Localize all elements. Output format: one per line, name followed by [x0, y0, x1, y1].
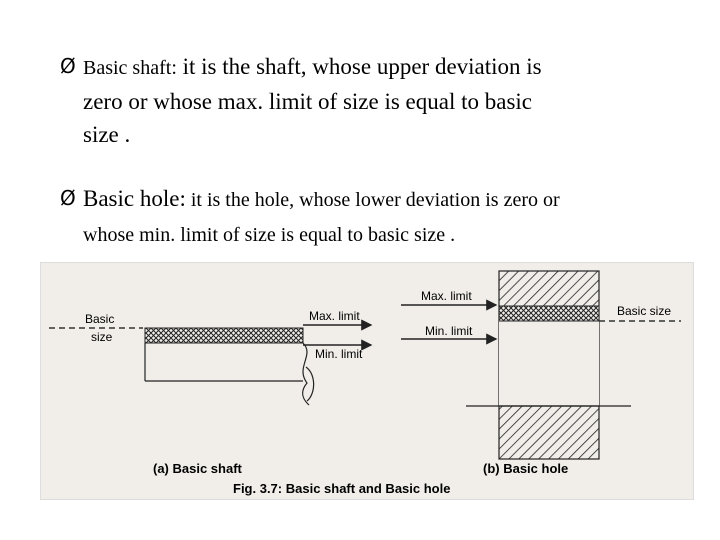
shaft-basic-label: Basic: [85, 312, 115, 326]
hole-min-limit-label: Min. limit: [425, 324, 473, 338]
definition-line-1: it is the hole, whose lower deviation is zero or: [185, 189, 560, 211]
shaft-size-label: size: [91, 330, 113, 344]
term-separator: :: [179, 186, 186, 211]
term-separator: :: [171, 57, 177, 79]
bullet-basic-shaft: [60, 50, 700, 151]
shaft-break-curve: [306, 367, 314, 401]
shaft-diagram: [49, 309, 371, 476]
bullet-text: [83, 50, 700, 151]
hole-max-limit-label: Max. limit: [421, 289, 472, 303]
hole-diagram: [401, 271, 681, 476]
figure-diagram: [41, 263, 693, 499]
arrow-bullet-icon: Ø: [60, 54, 76, 78]
bullet-basic-hole: [60, 182, 700, 252]
bullet-text: [83, 182, 700, 252]
term-basic-hole: Basic hole: [83, 186, 180, 211]
definition-line-2: whose min. limit of size is equal to basic size .: [83, 224, 456, 246]
figure-basic-shaft-hole: [40, 262, 694, 500]
arrow-bullet-icon: Ø: [60, 186, 76, 210]
definition-line-1: it is the shaft, whose upper deviation is: [176, 54, 542, 79]
shaft-tolerance-zone: [145, 328, 303, 343]
figure-caption: Fig. 3.7: Basic shaft and Basic hole: [233, 481, 451, 496]
shaft-max-limit-label: Max. limit: [309, 309, 360, 323]
shaft-break-line: [303, 343, 309, 405]
hole-basic-size-label: Basic size: [617, 304, 672, 318]
hole-sub-caption: (b) Basic hole: [483, 461, 569, 476]
shaft-min-limit-label: Min. limit: [315, 347, 363, 361]
definition-line-2: zero or whose max. limit of size is equal to basic: [83, 89, 533, 114]
shaft-sub-caption: (a) Basic shaft: [153, 461, 242, 476]
definition-line-3: size .: [83, 122, 131, 147]
hole-tolerance-zone: [499, 306, 599, 321]
term-basic-shaft: Basic shaft: [83, 57, 172, 79]
